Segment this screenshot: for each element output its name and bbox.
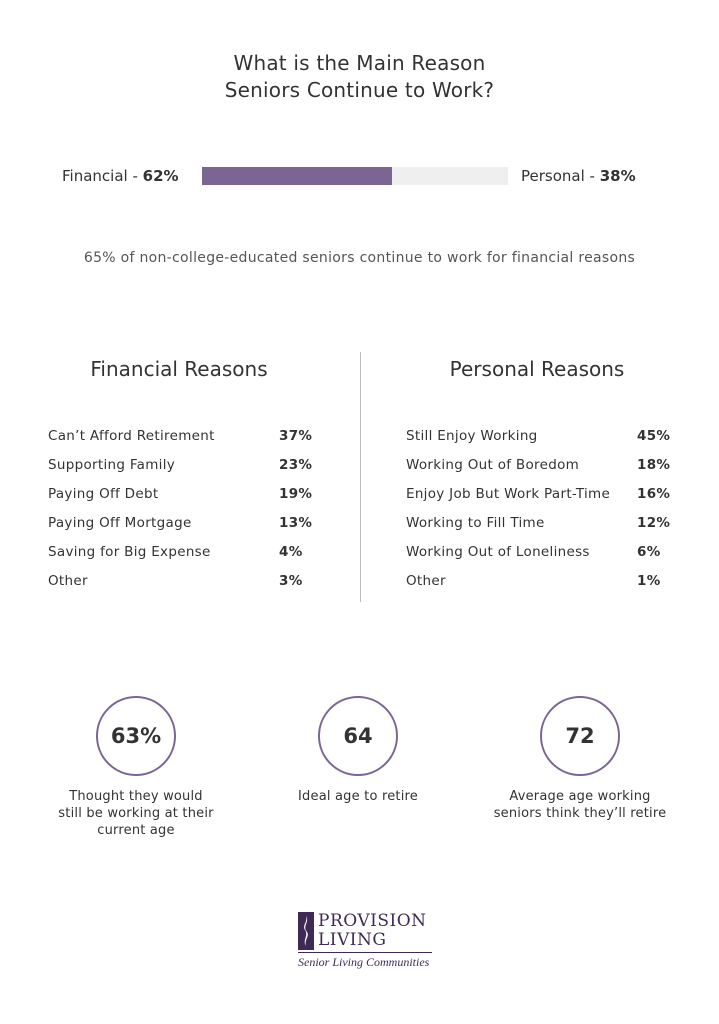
reason-label: Can’t Afford Retirement (48, 428, 215, 444)
reason-row (406, 571, 676, 600)
reason-value: 1% (637, 573, 661, 589)
financial-reasons-list (48, 426, 318, 600)
stat-ideal-retire-age (248, 696, 468, 805)
reason-row (406, 484, 676, 513)
personal-reasons-list (406, 426, 676, 600)
financial-share-value: 62% (142, 167, 179, 185)
stat-circle: 63% (96, 696, 176, 776)
financial-personal-split-chart (0, 164, 719, 188)
stat-circle: 64 (318, 696, 398, 776)
split-bar-track (202, 167, 508, 185)
reason-value: 37% (279, 428, 313, 444)
reason-row (48, 513, 318, 542)
stat-description-line: seniors think they’ll retire (493, 806, 667, 821)
title-line-1: What is the Main Reason (233, 51, 486, 75)
personal-share-label (521, 166, 636, 186)
provision-living-logo (298, 910, 438, 974)
reason-value: 13% (279, 515, 313, 531)
reason-label: Working to Fill Time (406, 515, 545, 531)
stat-circle: 72 (540, 696, 620, 776)
reason-row (48, 571, 318, 600)
reason-value: 18% (637, 457, 671, 473)
reason-label: Supporting Family (48, 457, 176, 473)
reason-label: Working Out of Boredom (406, 457, 580, 473)
reason-value: 19% (279, 486, 313, 502)
stat-expected-retire-age (470, 696, 690, 822)
financial-label-text: Financial - (62, 167, 143, 185)
reason-label: Other (48, 573, 88, 589)
financial-note: 65% of non-college-educated seniors continue to work for financial reasons (83, 250, 636, 266)
stat-description (26, 788, 246, 839)
logo-tagline: Senior Living Communities (298, 955, 430, 969)
reason-value: 45% (637, 428, 671, 444)
reason-row (48, 455, 318, 484)
reason-row (406, 542, 676, 571)
stat-description-line: still be working at their (58, 806, 214, 821)
reason-row (48, 484, 318, 513)
reason-row (48, 542, 318, 571)
reason-label: Paying Off Mortgage (48, 515, 192, 531)
logo-word-living: LIVING (318, 930, 387, 950)
financial-reasons-heading: Financial Reasons (90, 357, 268, 381)
page-title (0, 50, 719, 104)
stat-description-line: Thought they would (69, 789, 203, 804)
stat-working-at-current-age (26, 696, 246, 839)
reason-label: Enjoy Job But Work Part-Time (406, 486, 611, 502)
reason-value: 12% (637, 515, 671, 531)
split-bar-financial-fill (202, 167, 392, 185)
stat-description-line: current age (97, 823, 175, 838)
reason-label: Other (406, 573, 446, 589)
reason-value: 4% (279, 544, 303, 560)
stat-description-line: Ideal age to retire (298, 789, 418, 804)
personal-label-text: Personal - (521, 167, 600, 185)
reason-value: 16% (637, 486, 671, 502)
reason-label: Still Enjoy Working (406, 428, 538, 444)
financial-share-label (62, 166, 179, 186)
reason-row (406, 426, 676, 455)
reason-value: 23% (279, 457, 313, 473)
reason-row (406, 513, 676, 542)
personal-share-value: 38% (599, 167, 636, 185)
flame-logo-icon (298, 912, 314, 950)
column-divider (360, 352, 361, 602)
stat-description (470, 788, 690, 822)
reason-row (406, 455, 676, 484)
reason-row (48, 426, 318, 455)
reason-value: 3% (279, 573, 303, 589)
reason-label: Paying Off Debt (48, 486, 159, 502)
reason-label: Saving for Big Expense (48, 544, 211, 560)
reason-value: 6% (637, 544, 661, 560)
stat-description-line: Average age working (509, 789, 651, 804)
logo-word-provision: PROVISION (318, 911, 427, 931)
title-line-2: Seniors Continue to Work? (224, 78, 495, 102)
reason-label: Working Out of Loneliness (406, 544, 590, 560)
stat-description (248, 788, 468, 805)
personal-reasons-heading: Personal Reasons (449, 357, 625, 381)
logo-rule (298, 952, 432, 953)
